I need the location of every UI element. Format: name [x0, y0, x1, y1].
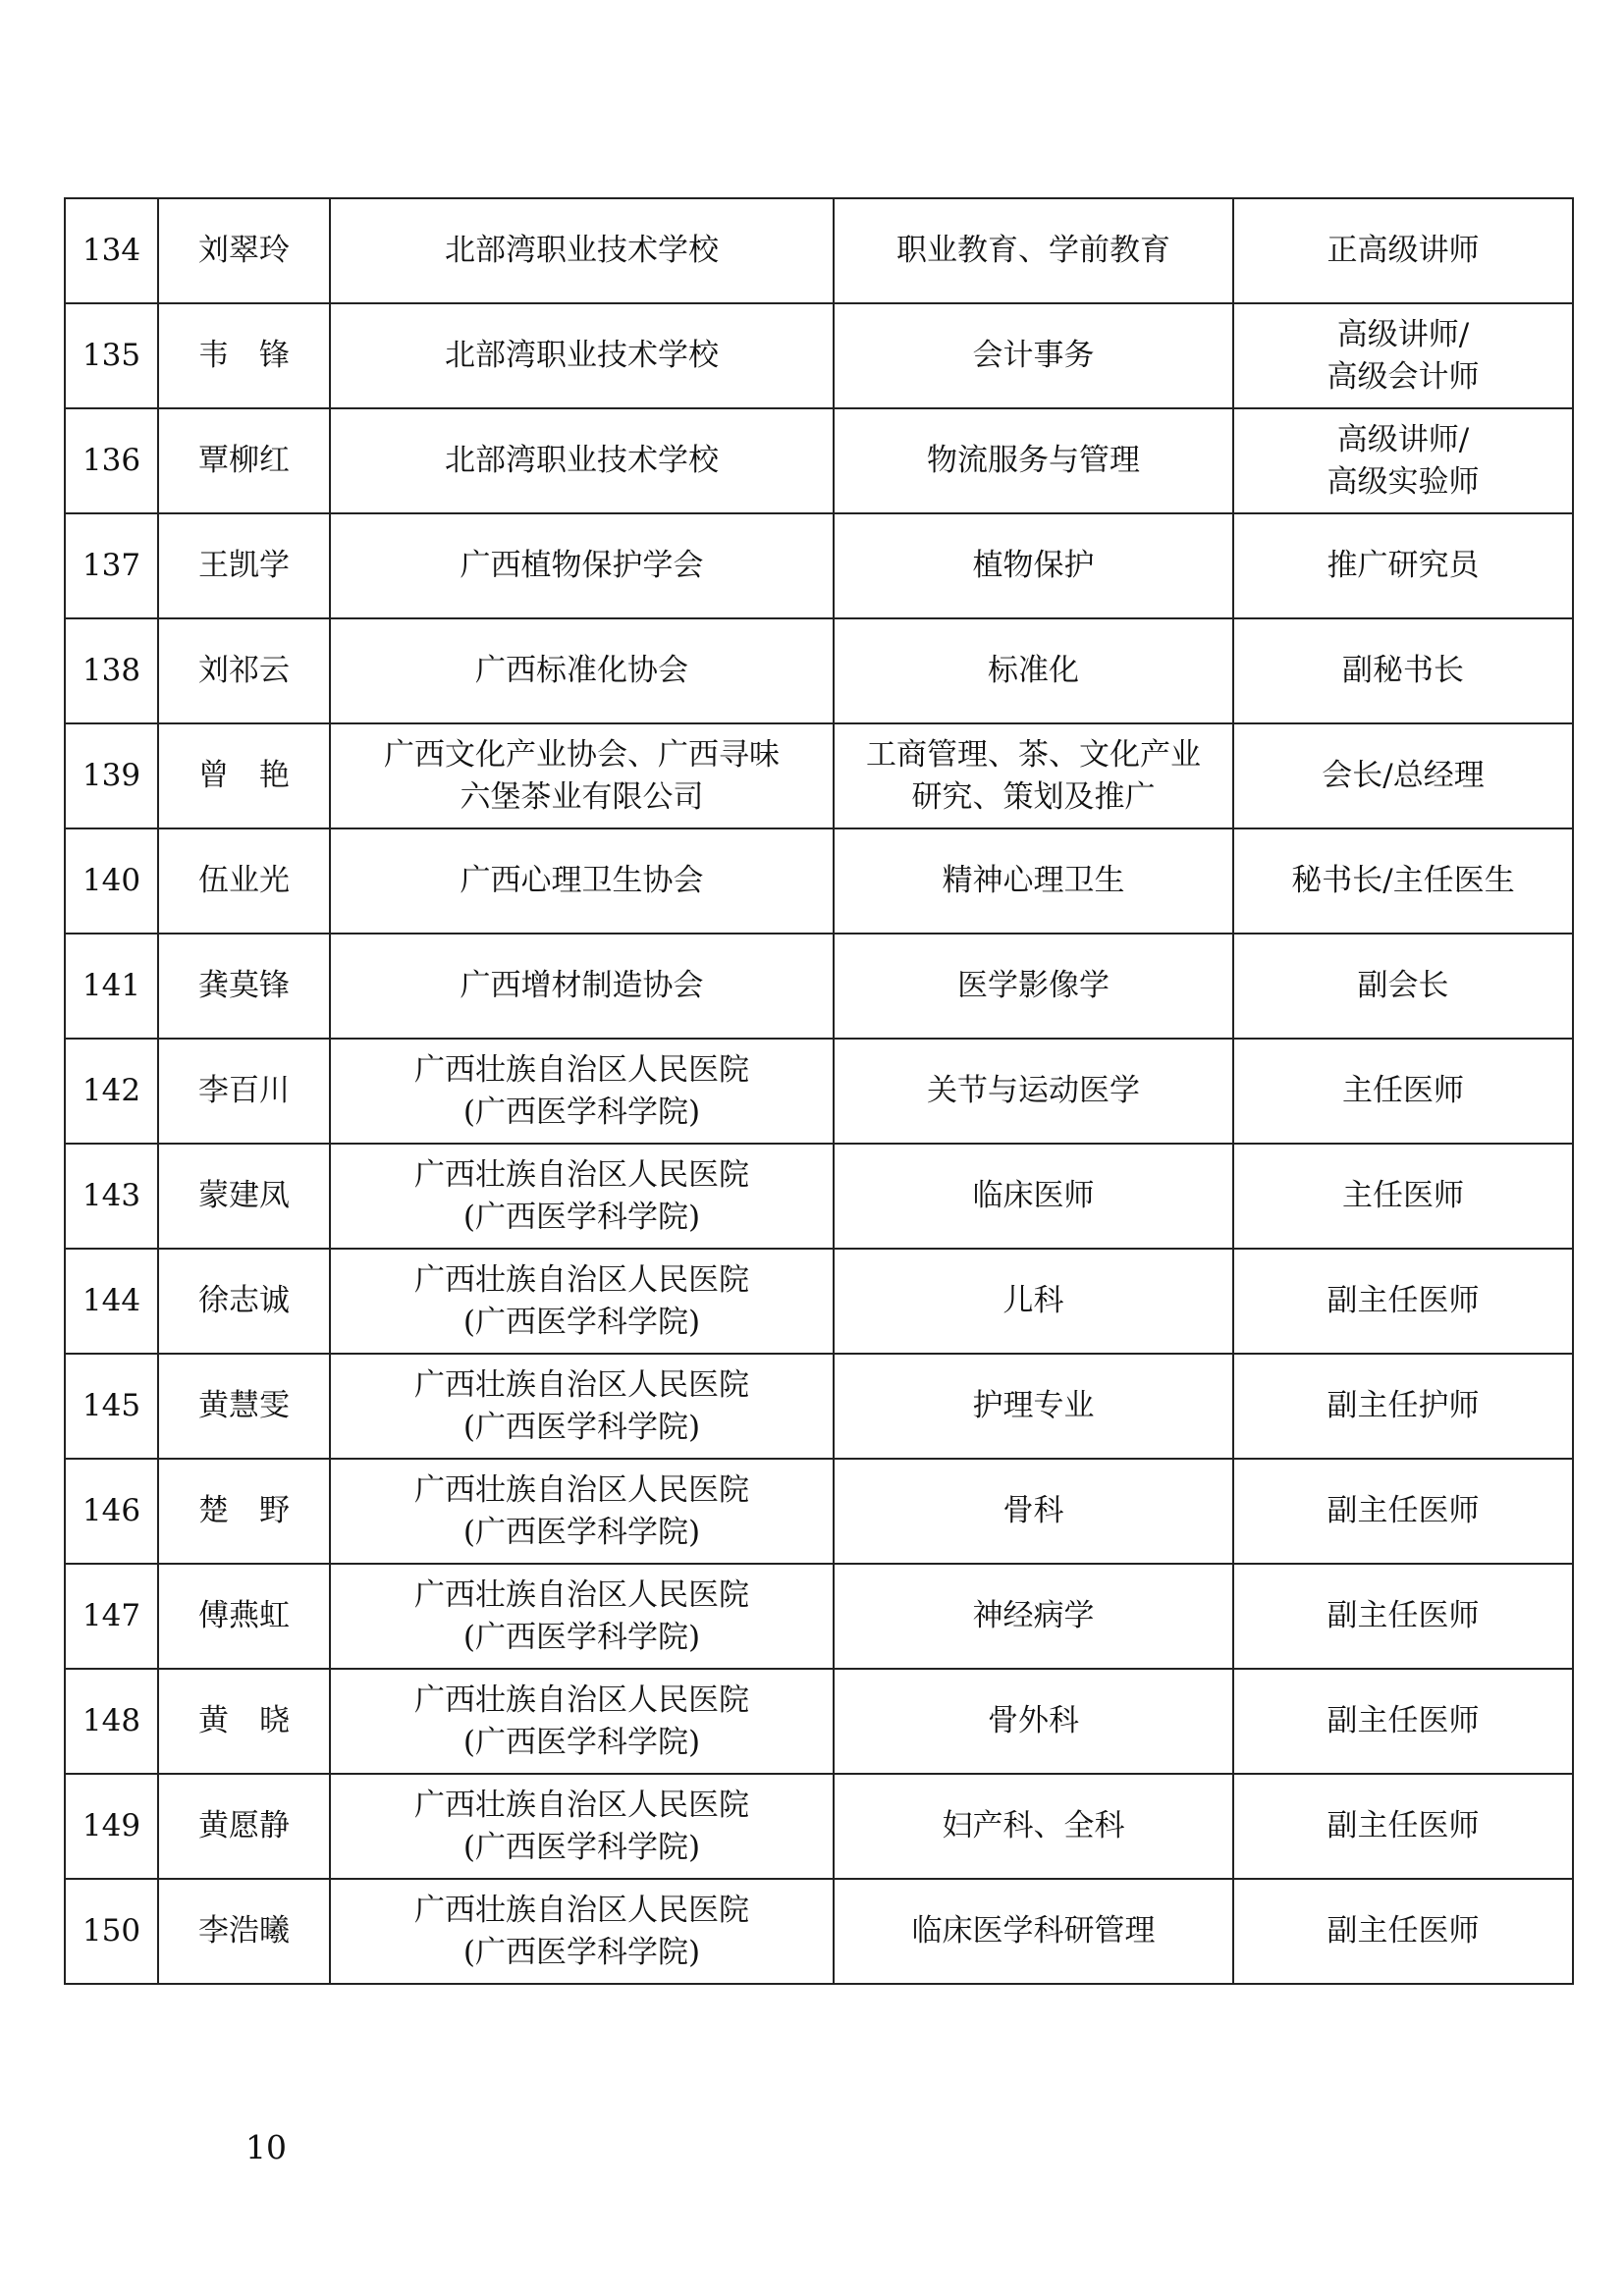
cell-field-line: 骨外科 [988, 1703, 1079, 1738]
table-row [65, 1564, 1573, 1669]
cell-title-line: 副主任医师 [1326, 1703, 1480, 1738]
cell-field-line: 标准化 [988, 653, 1079, 688]
cell-unit [330, 723, 834, 828]
cell-field [834, 723, 1233, 828]
cell-unit-line: (广西医学科学院) [462, 1829, 701, 1865]
cell-field-line: 儿科 [1002, 1283, 1064, 1318]
cell-field [834, 1564, 1233, 1669]
cell-title [1233, 1669, 1573, 1774]
table-row [65, 1459, 1573, 1564]
cell-unit [330, 1039, 834, 1144]
cell-field [834, 1354, 1233, 1459]
cell-field [834, 1144, 1233, 1249]
cell-field [834, 198, 1233, 303]
cell-name: 傅燕虹 [158, 1564, 330, 1669]
cell-title [1233, 934, 1573, 1039]
table-row [65, 1669, 1573, 1774]
cell-unit-line: 广西增材制造协会 [460, 968, 704, 1003]
table-row [65, 1354, 1573, 1459]
cell-unit-line: 广西植物保护学会 [460, 548, 704, 583]
cell-unit [330, 408, 834, 513]
cell-unit [330, 828, 834, 934]
cell-name: 李浩曦 [158, 1879, 330, 1984]
cell-title [1233, 408, 1573, 513]
table-row [65, 303, 1573, 408]
cell-unit [330, 1459, 834, 1564]
cell-unit-line: 广西壮族自治区人民医院 [414, 1366, 749, 1403]
cell-number: 148 [65, 1669, 158, 1774]
cell-field-line: 物流服务与管理 [927, 443, 1140, 478]
cell-field [834, 513, 1233, 618]
cell-unit [330, 1774, 834, 1879]
cell-number: 144 [65, 1249, 158, 1354]
cell-title [1233, 1249, 1573, 1354]
cell-unit-line: (广西医学科学院) [462, 1934, 701, 1970]
cell-field-line: 神经病学 [972, 1598, 1095, 1633]
cell-title-line: 副主任医师 [1326, 1808, 1480, 1843]
cell-unit-line: 北部湾职业技术学校 [445, 443, 719, 478]
cell-field-line: 会计事务 [972, 338, 1095, 373]
cell-number: 149 [65, 1774, 158, 1879]
cell-name: 龚莫锋 [158, 934, 330, 1039]
cell-field [834, 828, 1233, 934]
cell-title [1233, 1039, 1573, 1144]
cell-field [834, 1669, 1233, 1774]
cell-unit-line: 广西壮族自治区人民医院 [414, 1787, 749, 1823]
cell-number: 137 [65, 513, 158, 618]
table-row [65, 1774, 1573, 1879]
cell-unit [330, 1354, 834, 1459]
cell-title-line: 推广研究员 [1326, 548, 1480, 583]
cell-name: 黄慧雯 [158, 1354, 330, 1459]
cell-unit-line: (广西医学科学院) [462, 1724, 701, 1760]
cell-number: 139 [65, 723, 158, 828]
cell-name: 黄 晓 [158, 1669, 330, 1774]
cell-field-line: 临床医师 [972, 1178, 1095, 1213]
roster-table [64, 197, 1574, 1985]
cell-title [1233, 723, 1573, 828]
table-row [65, 408, 1573, 513]
cell-unit-line: 北部湾职业技术学校 [445, 233, 719, 268]
cell-number: 142 [65, 1039, 158, 1144]
cell-unit-line: 广西文化产业协会、广西寻味 [384, 736, 780, 773]
cell-number: 145 [65, 1354, 158, 1459]
cell-name: 蒙建凤 [158, 1144, 330, 1249]
cell-field-line: 植物保护 [972, 548, 1095, 583]
cell-unit-line: 广西壮族自治区人民医院 [414, 1576, 749, 1613]
cell-title-line: 高级实验师 [1326, 463, 1480, 500]
cell-unit [330, 1249, 834, 1354]
cell-field-line: 临床医学科研管理 [911, 1913, 1156, 1949]
table-row [65, 198, 1573, 303]
cell-title [1233, 1144, 1573, 1249]
cell-number: 134 [65, 198, 158, 303]
cell-number: 136 [65, 408, 158, 513]
cell-number: 150 [65, 1879, 158, 1984]
cell-field [834, 1879, 1233, 1984]
cell-title-line: 会长/总经理 [1322, 758, 1485, 793]
table-row [65, 618, 1573, 723]
cell-number: 140 [65, 828, 158, 934]
cell-field [834, 408, 1233, 513]
cell-number: 135 [65, 303, 158, 408]
cell-name: 曾 艳 [158, 723, 330, 828]
cell-field-line: 关节与运动医学 [927, 1073, 1140, 1108]
cell-unit-line: 广西壮族自治区人民医院 [414, 1051, 749, 1088]
cell-unit [330, 303, 834, 408]
cell-title-line: 高级会计师 [1326, 358, 1480, 395]
cell-name: 徐志诚 [158, 1249, 330, 1354]
cell-title-line: 副会长 [1357, 968, 1449, 1003]
cell-unit-line: (广西医学科学院) [462, 1619, 701, 1655]
cell-number: 143 [65, 1144, 158, 1249]
cell-field-line: 精神心理卫生 [942, 863, 1125, 898]
table-row [65, 1249, 1573, 1354]
table-row [65, 828, 1573, 934]
cell-title [1233, 1354, 1573, 1459]
table-row [65, 513, 1573, 618]
cell-title [1233, 1774, 1573, 1879]
cell-field [834, 1774, 1233, 1879]
cell-title [1233, 618, 1573, 723]
page-number: 10 [245, 2128, 287, 2166]
cell-title-line: 主任医师 [1342, 1178, 1464, 1213]
cell-title-line: 副主任护师 [1326, 1388, 1480, 1423]
cell-title-line: 副主任医师 [1326, 1283, 1480, 1318]
cell-title [1233, 303, 1573, 408]
cell-number: 146 [65, 1459, 158, 1564]
cell-unit [330, 1669, 834, 1774]
cell-title-line: 副主任医师 [1326, 1913, 1480, 1949]
roster-body [65, 198, 1573, 1984]
cell-field [834, 1459, 1233, 1564]
cell-field-line: 骨科 [1002, 1493, 1064, 1528]
cell-title-line: 高级讲师/ [1336, 316, 1470, 352]
cell-field [834, 1249, 1233, 1354]
cell-name: 覃柳红 [158, 408, 330, 513]
cell-name: 黄愿静 [158, 1774, 330, 1879]
cell-number: 141 [65, 934, 158, 1039]
cell-unit [330, 198, 834, 303]
cell-field-line: 护理专业 [972, 1388, 1095, 1423]
cell-unit [330, 1144, 834, 1249]
cell-unit-line: 广西标准化协会 [475, 653, 688, 688]
cell-title-line: 副主任医师 [1326, 1598, 1480, 1633]
cell-field-line: 医学影像学 [957, 968, 1110, 1003]
cell-number: 138 [65, 618, 158, 723]
cell-unit-line: 广西壮族自治区人民医院 [414, 1682, 749, 1718]
cell-title [1233, 1459, 1573, 1564]
cell-unit-line: (广西医学科学院) [462, 1304, 701, 1340]
cell-title [1233, 198, 1573, 303]
cell-field-line: 研究、策划及推广 [911, 778, 1156, 815]
cell-title-line: 副秘书长 [1342, 653, 1464, 688]
cell-unit-line: (广西医学科学院) [462, 1409, 701, 1445]
cell-title [1233, 828, 1573, 934]
cell-unit-line: (广西医学科学院) [462, 1199, 701, 1235]
cell-unit [330, 1564, 834, 1669]
cell-title-line: 秘书长/主任医生 [1291, 863, 1515, 898]
cell-unit-line: 广西心理卫生协会 [460, 863, 704, 898]
cell-field [834, 1039, 1233, 1144]
cell-name: 王凯学 [158, 513, 330, 618]
cell-unit-line: (广西医学科学院) [462, 1514, 701, 1550]
cell-title-line: 正高级讲师 [1326, 233, 1480, 268]
cell-field [834, 934, 1233, 1039]
table-row [65, 1879, 1573, 1984]
cell-title [1233, 1879, 1573, 1984]
cell-name: 伍业光 [158, 828, 330, 934]
cell-number: 147 [65, 1564, 158, 1669]
cell-field-line: 工商管理、茶、文化产业 [866, 736, 1201, 773]
cell-unit [330, 934, 834, 1039]
cell-unit-line: 广西壮族自治区人民医院 [414, 1471, 749, 1508]
cell-title [1233, 1564, 1573, 1669]
cell-unit-line: (广西医学科学院) [462, 1094, 701, 1130]
cell-title-line: 主任医师 [1342, 1073, 1464, 1108]
table-row [65, 934, 1573, 1039]
cell-unit-line: 广西壮族自治区人民医院 [414, 1892, 749, 1928]
cell-field [834, 618, 1233, 723]
cell-title-line: 高级讲师/ [1336, 421, 1470, 457]
table-row [65, 723, 1573, 828]
cell-name: 刘祁云 [158, 618, 330, 723]
cell-unit-line: 广西壮族自治区人民医院 [414, 1156, 749, 1193]
cell-unit-line: 广西壮族自治区人民医院 [414, 1261, 749, 1298]
cell-name: 楚 野 [158, 1459, 330, 1564]
table-row [65, 1039, 1573, 1144]
cell-name: 韦 锋 [158, 303, 330, 408]
cell-field-line: 妇产科、全科 [942, 1808, 1125, 1843]
cell-title [1233, 513, 1573, 618]
cell-field-line: 职业教育、学前教育 [896, 233, 1170, 268]
cell-name: 刘翠玲 [158, 198, 330, 303]
cell-unit [330, 1879, 834, 1984]
cell-title-line: 副主任医师 [1326, 1493, 1480, 1528]
table-row [65, 1144, 1573, 1249]
cell-field [834, 303, 1233, 408]
cell-unit [330, 618, 834, 723]
cell-unit [330, 513, 834, 618]
cell-unit-line: 北部湾职业技术学校 [445, 338, 719, 373]
cell-unit-line: 六堡茶业有限公司 [460, 778, 704, 815]
cell-name: 李百川 [158, 1039, 330, 1144]
